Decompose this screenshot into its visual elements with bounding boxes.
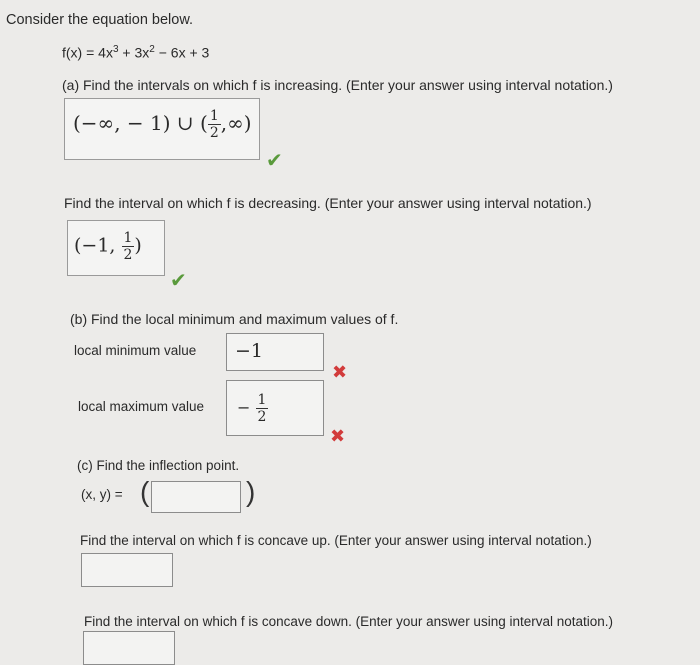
part-b-prompt: (b) Find the local minimum and maximum values of f. <box>70 311 399 327</box>
part-c-prompt: (c) Find the inflection point. <box>77 458 240 473</box>
decreasing-correct-icon: ✔ <box>170 270 187 292</box>
local-max-input[interactable] <box>226 380 324 436</box>
local-min-input[interactable] <box>226 333 324 371</box>
concave-down-prompt: Find the interval on which f is concave down. (Enter your answer using interval notation.) <box>84 614 614 629</box>
increasing-answer: (−∞, − 1) ∪ ( $\frac{1}{2}$ ,∞) <box>73 108 252 141</box>
local-min-label: local minimum value <box>74 343 197 358</box>
decreasing-prompt: Find the interval on which f is decreasing. (Enter your answer using interval notation.) <box>64 195 592 211</box>
local-max-label: local maximum value <box>78 399 205 414</box>
concave-up-input[interactable] <box>81 553 173 587</box>
increasing-correct-icon: ✔ <box>266 150 283 172</box>
local-min-value: −1 <box>235 340 264 362</box>
concave-down-input[interactable] <box>83 631 175 665</box>
increasing-prompt: (a) Find the intervals on which f is increasing. (Enter your answer using interval notation.) <box>62 77 613 93</box>
local-min-incorrect-icon: ✖ <box>332 362 348 382</box>
concave-up-prompt: Find the interval on which f is concave up. (Enter your answer using interval notation.) <box>80 533 592 548</box>
local-max-incorrect-icon: ✖ <box>330 426 346 446</box>
open-paren: ( <box>140 476 150 507</box>
function-equation: $f(x) = 4x^3 + 3x^2 - 6x + 3$ <box>62 44 210 61</box>
decreasing-answer: (−1, $\frac{1}{2}$ ) <box>74 230 142 263</box>
increasing-answer-box[interactable] <box>64 98 260 160</box>
inflection-point-input[interactable] <box>151 481 241 513</box>
inflection-point-label: (x, y) = <box>81 487 123 502</box>
intro-text: Consider the equation below. <box>6 12 194 28</box>
local-max-value: − $\frac{1}{2}$ <box>237 392 267 425</box>
decreasing-answer-box[interactable] <box>67 220 165 276</box>
close-paren: ) <box>246 476 256 507</box>
